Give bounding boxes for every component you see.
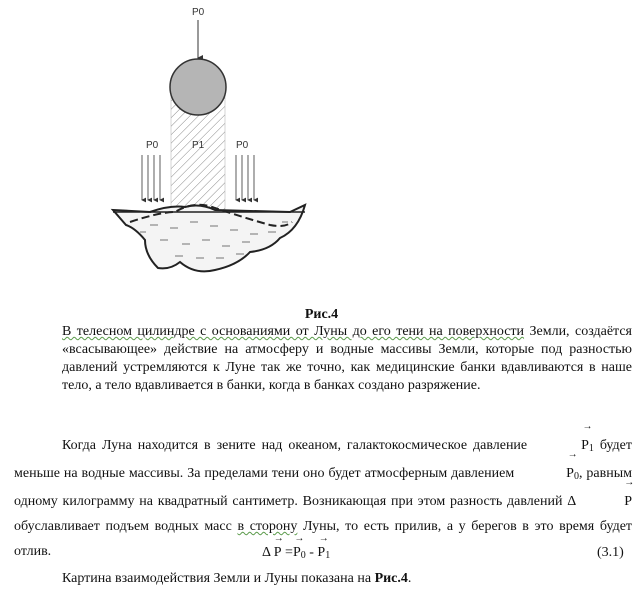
paragraph-1	[62, 323, 632, 395]
p3-figure-ref: Рис.4	[374, 571, 408, 586]
formula-number: (3.1)	[597, 545, 624, 560]
vector-p0: → $P_0$	[518, 461, 579, 489]
moon	[170, 59, 226, 115]
delta-symbol: Δ	[567, 494, 577, 509]
label-p1: P1	[192, 140, 205, 151]
p3-text: Картина взаимодействия Земли и Луны показана на	[62, 571, 375, 586]
label-p0-right: P0	[236, 140, 249, 151]
p2-text-1: Когда Луна находится в зените над океаном, галактокосмическое давление	[62, 438, 528, 453]
paragraph-1-rest: Земли, создаётся «всасывающее» действие на атмосферу и водные массивы Земли, которые под разностью давлений устремляются к Луне так же точно, как медицинские банки вдавливаются в наше тело, а тело вдавливается в банки, когда в банках создано разряжение.	[62, 324, 632, 393]
arrows-p0-right	[236, 155, 254, 200]
p2-text-4: обуславливает подъем водных масс	[14, 519, 232, 534]
formula-expression: $\Delta \to P =\to P_0$ - → $P_1$	[262, 545, 330, 561]
paragraph-1-underlined: В телесном цилиндре с основаниями от Луны до его тени на поверхности	[62, 324, 525, 339]
arrows-p0-left	[142, 155, 160, 200]
p2-text-3: , равным одному килограмму на квадратный сантиметр. Возникающая при этом разность давлений	[14, 466, 633, 509]
p2-text-2: будет меньше на водные массивы. За пределами тени оно будет атмосферным давлением	[14, 438, 633, 481]
label-p0-top: P0	[192, 7, 205, 18]
ocean-basin	[113, 205, 305, 271]
p2-underlined: в сторону	[237, 519, 298, 534]
p2-text-5: Луны, то есть прилив, а у берегов в это время будет отлив.	[14, 519, 633, 559]
vector-dp: → P	[576, 489, 632, 514]
vector-p1: → $P_1$	[533, 433, 594, 461]
figure-caption: Рис.4	[304, 307, 339, 322]
label-p0-left: P0	[146, 140, 159, 151]
paragraph-3: Картина взаимодействия Земли и Луны показана на Рис.4.	[62, 571, 412, 586]
